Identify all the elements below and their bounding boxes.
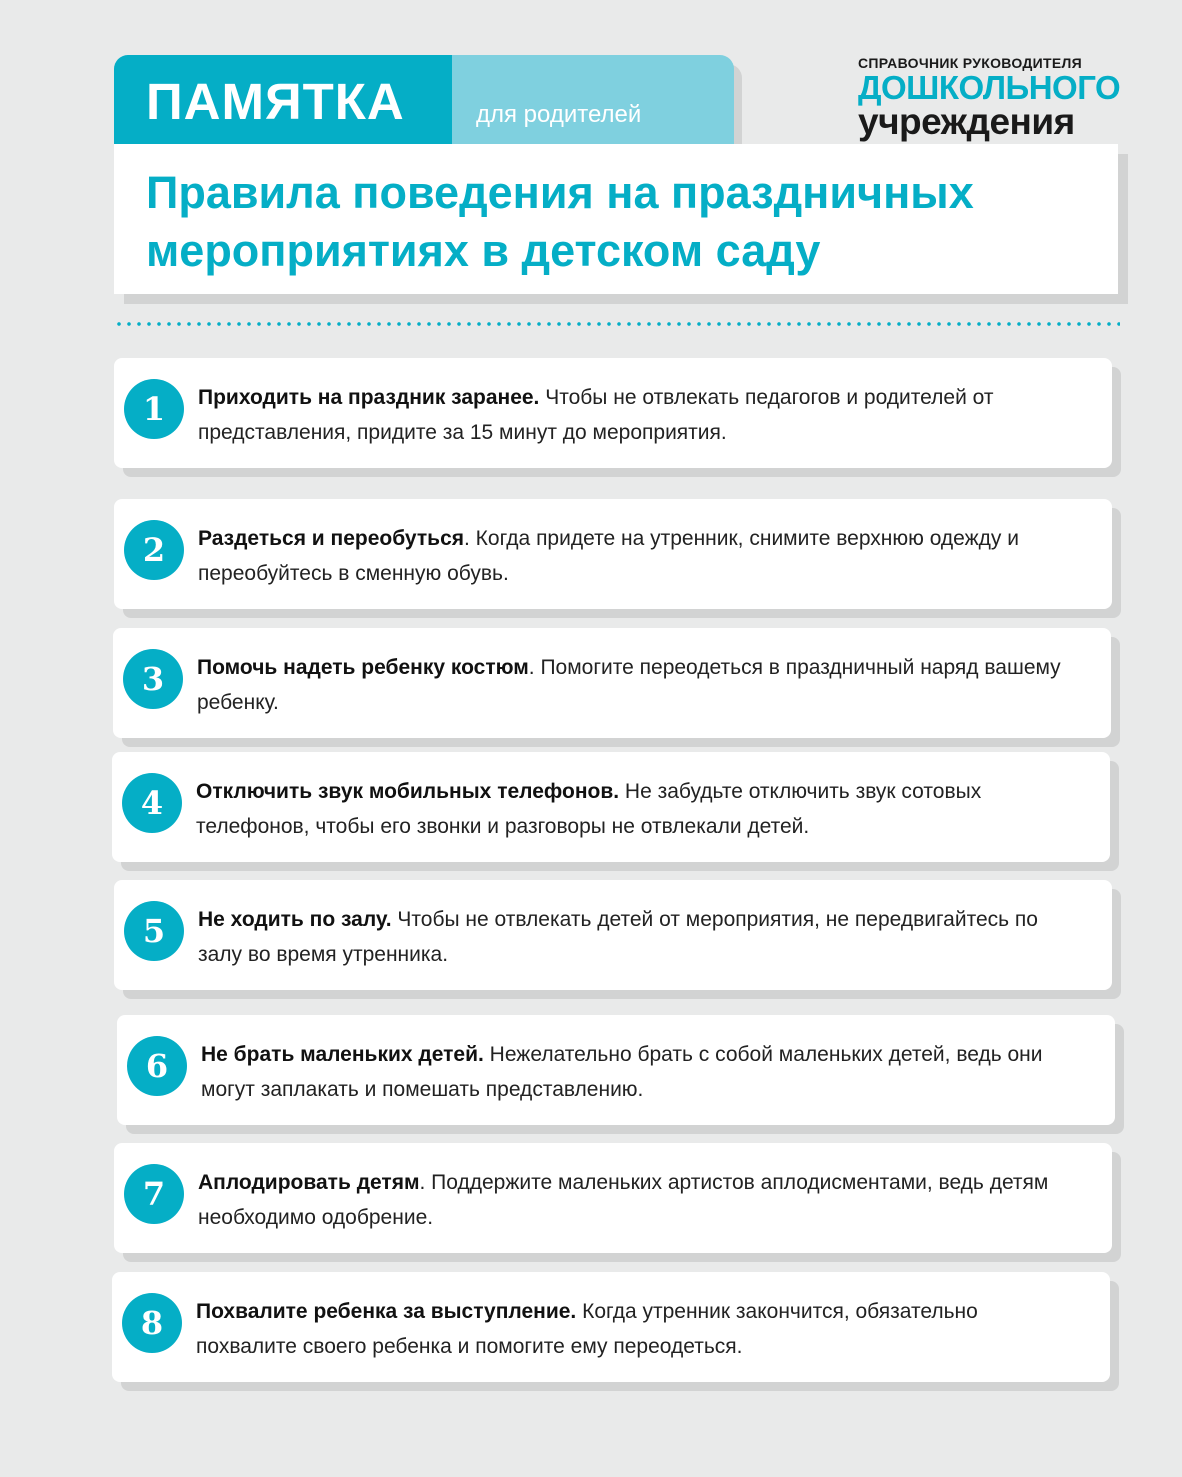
rule-text [198,380,1078,450]
page-title [146,164,1106,280]
rule-heading: Раздеться и переобуться [198,527,464,550]
rule-number-badge: 3 [123,649,183,709]
rule-heading: Отключить звук мобильных телефонов. [196,780,620,803]
rule-description: Чтобы не отвлекать педагогов и родителей от представления, придите за 15 минут до мероприятия. [198,386,994,444]
logo-line-1: СПРАВОЧНИК РУКОВОДИТЕЛЯ [858,55,1082,71]
rule-heading: Приходить на праздник заранее. [198,386,540,409]
rule-description: Нежелательно брать с собой маленьких детей, ведь они могут заплакать и помешать представлению. [201,1043,1043,1101]
memo-tab [114,55,452,147]
dotted-divider [114,322,1120,326]
page-title-line-1: Правила поведения на праздничных [146,167,974,218]
rule-text [198,1165,1078,1235]
rule-card-8 [112,1272,1110,1382]
rule-card-6 [117,1015,1115,1125]
memo-tab-title: ПАМЯТКА [146,72,405,130]
logo-line-3: учреждения [858,101,1075,142]
rule-card-3 [113,628,1111,738]
rule-number-badge: 1 [124,379,184,439]
rule-description: Не забудьте отключить звук сотовых телефонов, чтобы его звонки и разговоры не отвлекали детей. [196,780,982,838]
rule-text [196,774,1076,844]
logo-line-2: ДОШКОЛЬНОГО [858,69,1121,106]
rule-number-badge: 7 [124,1164,184,1224]
rule-text [201,1037,1081,1107]
rule-heading: Похвалите ребенка за выступление. [196,1300,577,1323]
rule-description: Чтобы не отвлекать детей от мероприятия, не передвигайтесь по залу во время утренника. [198,908,1038,966]
rule-number-badge: 5 [124,901,184,961]
rule-card-5 [114,880,1112,990]
rule-number-badge: 8 [122,1293,182,1353]
page-title-line-2: мероприятиях в детском саду [146,225,821,276]
rule-heading: Не брать маленьких детей. [201,1043,484,1066]
rule-text [196,1294,1076,1364]
rule-number-badge: 2 [124,520,184,580]
title-box [114,144,1118,294]
rule-description: . Помогите переодеться в праздничный наряд вашему ребенку. [197,656,1061,714]
rule-number-badge: 4 [122,773,182,833]
rule-description: . Когда придете на утренник, снимите верхнюю одежду и переобуйтесь в сменную обувь. [198,527,1019,585]
rule-card-2 [114,499,1112,609]
rule-text [198,902,1078,972]
rule-heading: Не ходить по залу. [198,908,392,931]
rule-heading: Помочь надеть ребенку костюм [197,656,529,679]
rule-card-4 [112,752,1110,862]
rule-card-1 [114,358,1112,468]
rule-card-7 [114,1143,1112,1253]
audience-tab [450,55,734,147]
rule-text [198,521,1078,591]
rule-text [197,650,1077,720]
rule-description: . Поддержите маленьких артистов аплодисментами, ведь детям необходимо одобрение. [198,1171,1049,1229]
rule-heading: Аплодировать детям [198,1171,420,1194]
audience-tab-label: для родителей [476,101,642,128]
rule-number-badge: 6 [127,1036,187,1096]
publisher-logo [858,55,1121,142]
rule-description: Когда утренник закончится, обязательно похвалите своего ребенка и помогите ему переодеться. [196,1300,978,1358]
